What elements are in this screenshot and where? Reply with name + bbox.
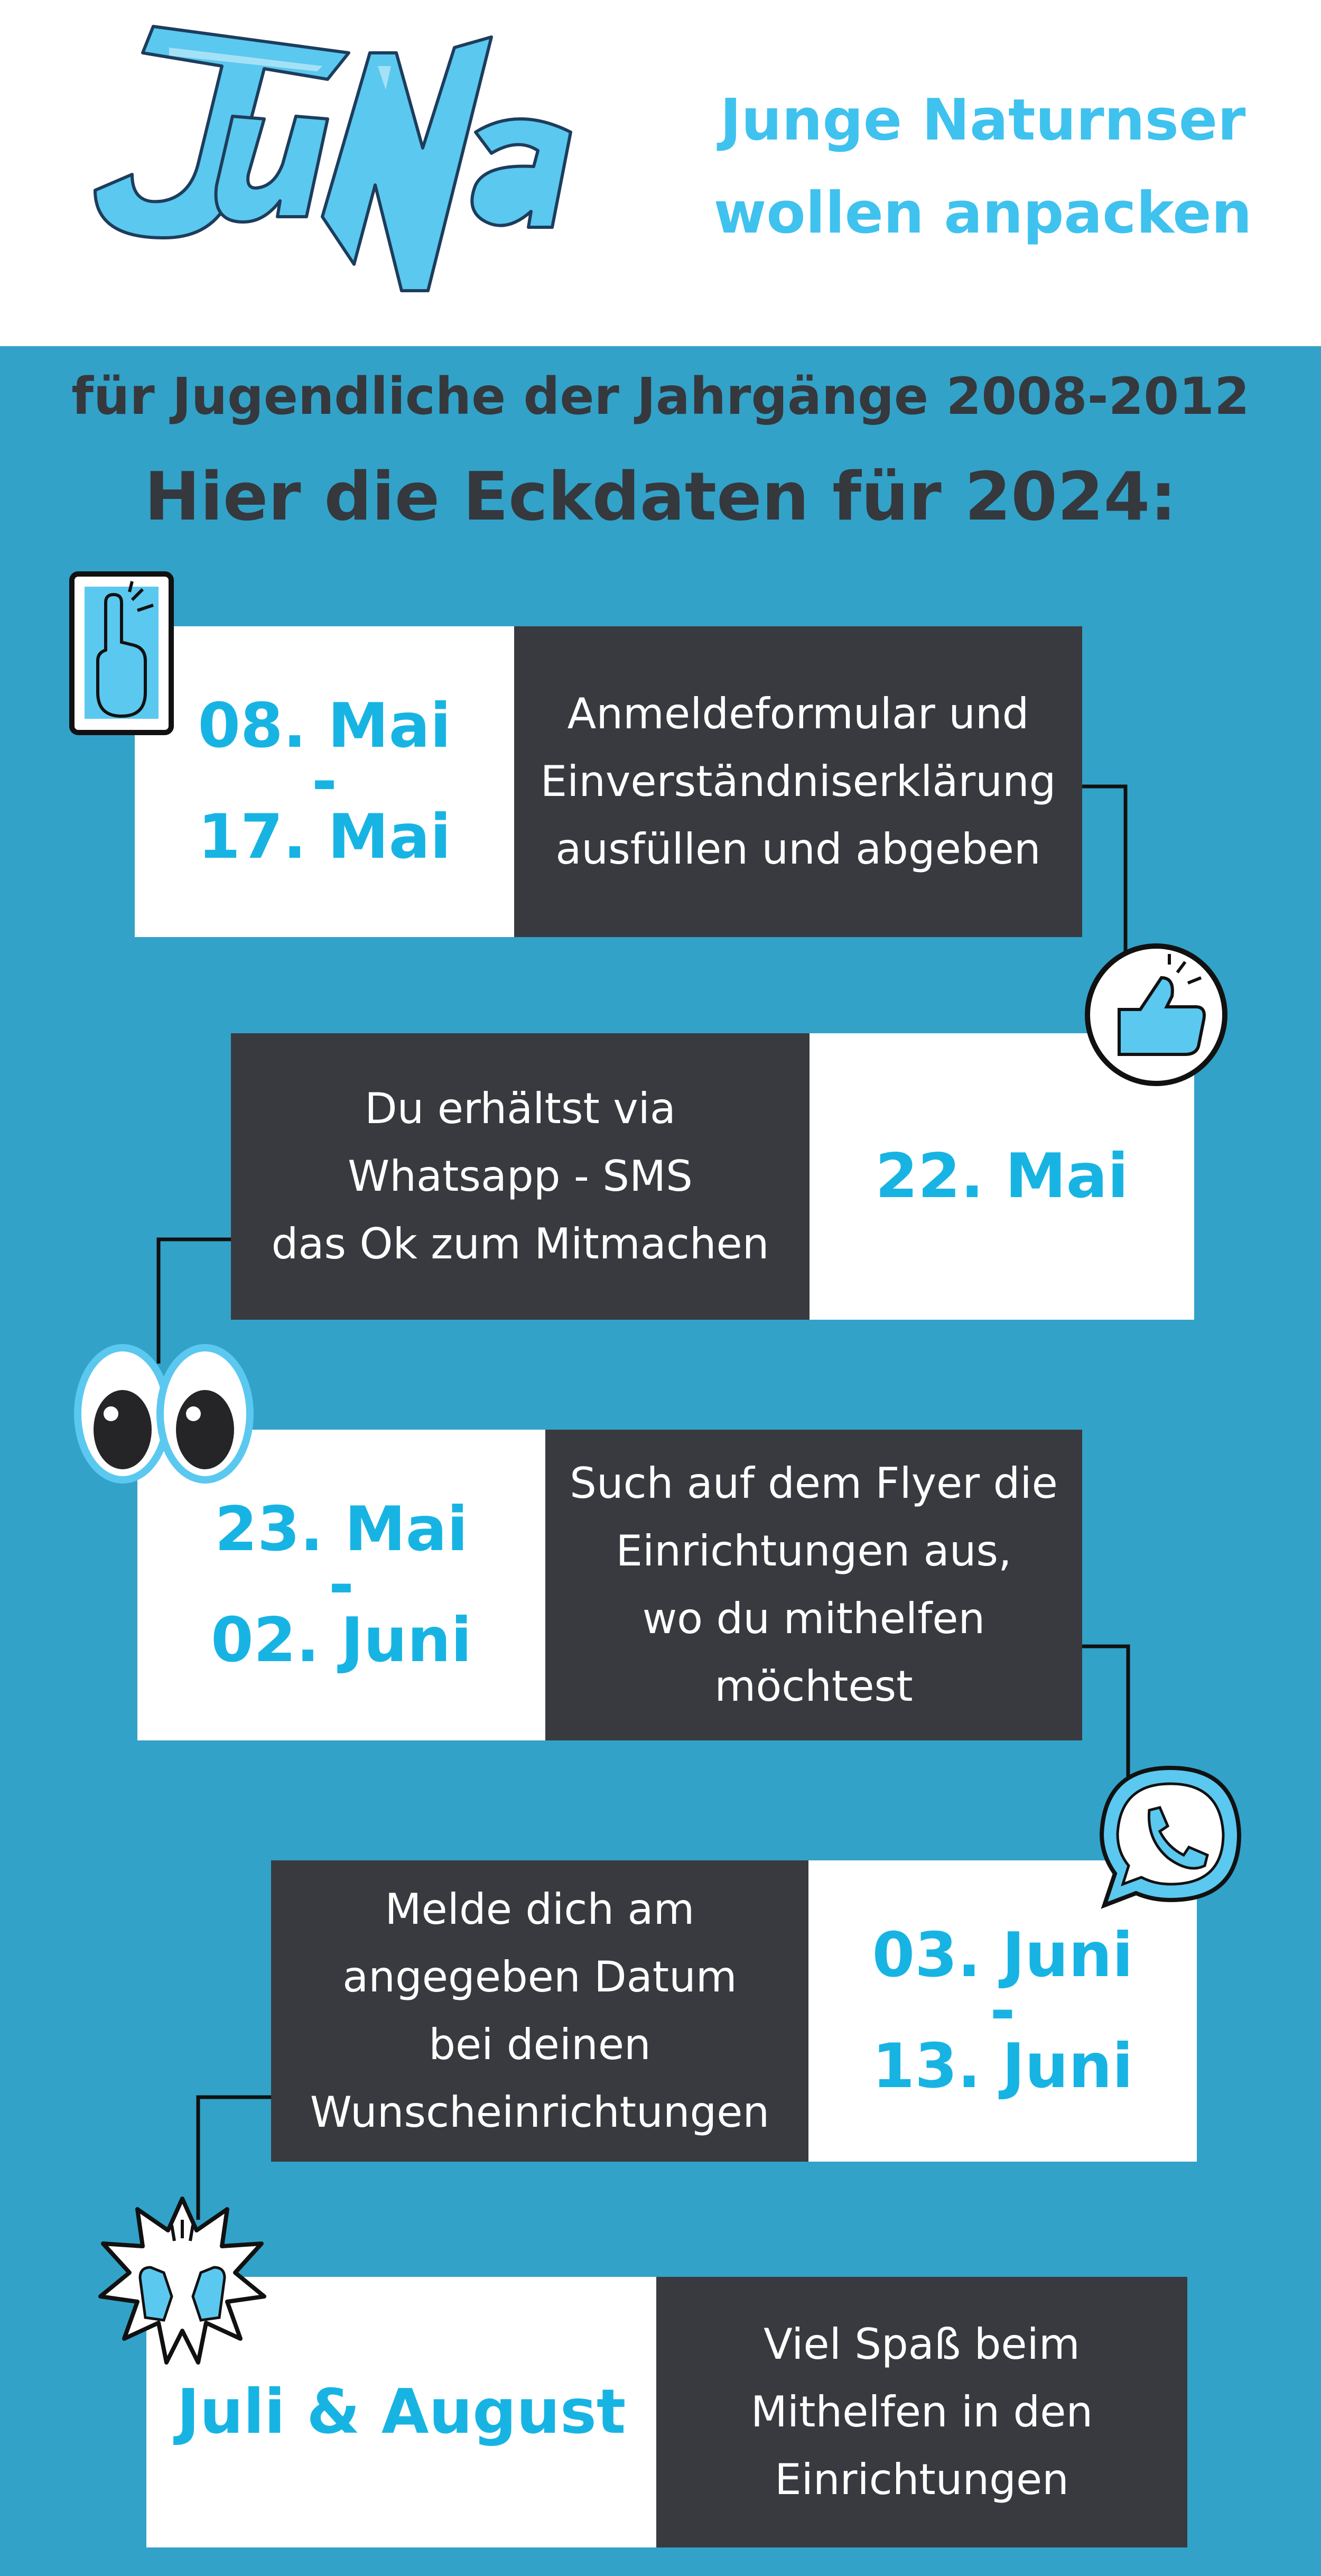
step-4-text-line: Wunscheinrichtungen [310,2088,770,2137]
step-2-text-line: Whatsapp - SMS [348,1152,693,1201]
step-3-text-line: wo du mithelfen [642,1594,985,1643]
step-3-description [545,1430,1082,1740]
step-1-date-start: 08. Mai [198,690,451,762]
page-title: Hier die Eckdaten für 2024: [144,458,1177,535]
step-4-date-end: 13. Juni [872,2031,1133,2102]
step-1-date-separator: - [311,746,338,817]
step-4-description [271,1860,808,2162]
step-3-date-start: 23. Mai [215,1494,468,1565]
step-5-description [656,2277,1187,2547]
step-2-text-line: Du erhältst via [365,1084,676,1133]
step-3-text-line: Such auf dem Flyer die [570,1459,1058,1508]
step-5-text-line: Einrichtungen [775,2455,1069,2504]
step-5-text-line: Viel Spaß beim [764,2320,1080,2369]
step-1-text-line: Einverständniserklärung [540,757,1056,806]
step-3-date-end: 02. Juni [211,1605,472,1676]
step-5-date-single: Juli & August [176,2376,626,2448]
step-4-date-start: 03. Juni [872,1920,1133,1991]
raised-finger-icon [69,571,174,737]
step-1-date-end: 17. Mai [198,801,451,873]
step-1-description [514,626,1082,937]
thumbs-up-icon [1082,941,1230,1089]
step-2-date-single: 22. Mai [875,1141,1129,1212]
step-2-text-line: das Ok zum Mitmachen [271,1219,769,1268]
step-5-text-line: Mithelfen in den [750,2387,1093,2436]
step-1-text-line: ausfüllen und abgeben [555,824,1041,874]
step-3-text-line: möchtest [714,1662,913,1711]
step-1-text-line: Anmeldeformular und [567,689,1029,738]
celebrating-hands-icon [95,2193,269,2368]
step-4-text-line: Melde dich am [385,1885,695,1934]
step-3-date-separator: - [328,1549,355,1620]
step-4-text-line: bei deinen [429,2020,651,2069]
whatsapp-icon [1094,1760,1247,1913]
step-2-description [231,1033,810,1320]
step-4-text-line: angegeben Datum [342,1952,737,2002]
tagline-line: wollen anpacken [713,180,1252,246]
step-4-date-separator: - [990,1975,1016,2046]
subtitle: für Jugendliche der Jahrgänge 2008-2012 [71,367,1250,426]
tagline-line: Junge Naturnser [720,87,1246,153]
step-1-date [135,626,514,937]
step-3-text-line: Einrichtungen aus, [616,1526,1012,1576]
eyes-icon [74,1342,254,1485]
